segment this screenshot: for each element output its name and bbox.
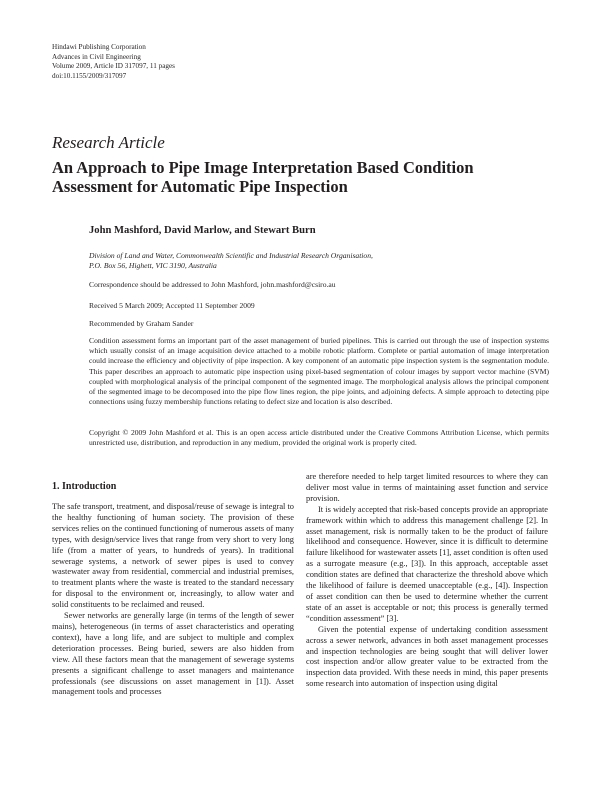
right-column <box>306 472 548 690</box>
copyright-notice: Copyright © 2009 John Mashford et al. This is an open access article distributed under the Creative Commons Attribution License, which permits unrestricted use, distribution, and reproduction in any medium, provided the original work is properly cited. <box>89 428 549 448</box>
paragraph: The safe transport, treatment, and disposal/reuse of sewage is integral to the healthy functioning of human society. The provision of these services relies on the continued functioning of numerous assets of many types, with design/service lives that range from very short to very long life (from a matter of years, to hundreds of years). In traditional sewerage systems, a network of sewer pipes is used to convey wastewater away from residential, commercial and industrial premises, to treatment plants where the waste is treated to the standard necessary for disposal to the environment or, increasingly, to allow water and solid constituents to be reclaimed and reused. <box>52 502 294 610</box>
affiliation <box>89 251 519 272</box>
abstract: Condition assessment forms an important part of the asset management of buried pipelines. This is carried out through the use of inspection systems which usually consist of an image acquisition device attached to a mobile robotic platform. Complete or partial automation of image interpretation could increase the efficiency and objectivity of pipe inspection. A key component of an automatic pipe inspection system is the segmentation module. This paper describes an approach to automatic pipe inspection using pixel-based segmentation of colour images by support vector machine (SVM) coupled with morphological analysis of the principal component of the segmented image. The morphological analysis allows the principal component of the segmented image to be decomposed into the pipe flow lines region, the pipe joints, and adjoining defects. A simple approach to detecting pipe connections using fuzzy membership functions relating to defect size and location is also described. <box>89 336 549 407</box>
received-dates: Received 5 March 2009; Accepted 11 September 2009 <box>89 301 255 310</box>
section-heading: 1. Introduction <box>52 481 117 492</box>
journal-name: Advances in Civil Engineering <box>52 52 141 61</box>
title-line-2: Assessment for Automatic Pipe Inspection <box>52 177 348 196</box>
publisher-line: Hindawi Publishing Corporation <box>52 43 146 51</box>
recommended-by: Recommended by Graham Sander <box>89 319 194 328</box>
authors: John Mashford, David Marlow, and Stewart Burn <box>89 225 316 236</box>
paragraph: It is widely accepted that risk-based concepts provide an appropriate framework within which to address this management challenge [2]. In asset management, risk is normally taken to be the product of failure likelihood and consequence. However, since it is difficult to determine failure likelihood for wastewater assets [1], asset condition is often used as a surrogate measure (e.g., [3]). In this approach, acceptable asset condition states are defined that characterize the threshold above which the likelihood of failure is deemed unacceptable (e.g., [4]). Inspection of asset condition can then be used to determine whether the current state of an asset is acceptable or not; this process is generally termed “condition assessment” [3]. <box>306 504 548 623</box>
paragraph: Given the potential expense of undertaking condition assessment across a sewer network, advances in both asset management processes and inspection technologies are being sought that will deliver lower cost inspection and/or allow greater value to be extracted from the inspection data provided. With these needs in mind, this paper presents some research into automation of inspection using digital <box>306 624 548 689</box>
affiliation-line-2: P.O. Box 56, Highett, VIC 3190, Australia <box>89 261 217 271</box>
left-column <box>52 502 294 698</box>
paragraph: Sewer networks are generally large (in terms of the length of sewer mains), heterogeneous (in terms of asset characteristics and operating context), have a long life, and are subject to multiple and complex deterioration processes. Being buried, sewers are also hidden from view. All these factors mean that the management of sewerage systems presents a significant challenge to asset managers and maintenance professionals (see discussions on asset management in [1]). Asset management tools and processes <box>52 611 294 697</box>
correspondence: Correspondence should be addressed to John Mashford, john.mashford@csiro.au <box>89 280 336 289</box>
doi-line: doi:10.1155/2009/317097 <box>52 71 127 80</box>
affiliation-line-1: Division of Land and Water, Commonwealth Scientific and Industrial Research Organisation, <box>89 251 373 260</box>
volume-line: Volume 2009, Article ID 317097, 11 pages <box>52 62 175 71</box>
journal-header <box>52 43 175 81</box>
paper-title <box>52 158 552 196</box>
title-line-1: An Approach to Pipe Image Interpretation Based Condition <box>52 158 474 177</box>
paragraph: are therefore needed to help target limited resources to where they can deliver most value in terms of maintaining asset function and service provision. <box>306 472 548 503</box>
article-type: Research Article <box>52 133 165 152</box>
